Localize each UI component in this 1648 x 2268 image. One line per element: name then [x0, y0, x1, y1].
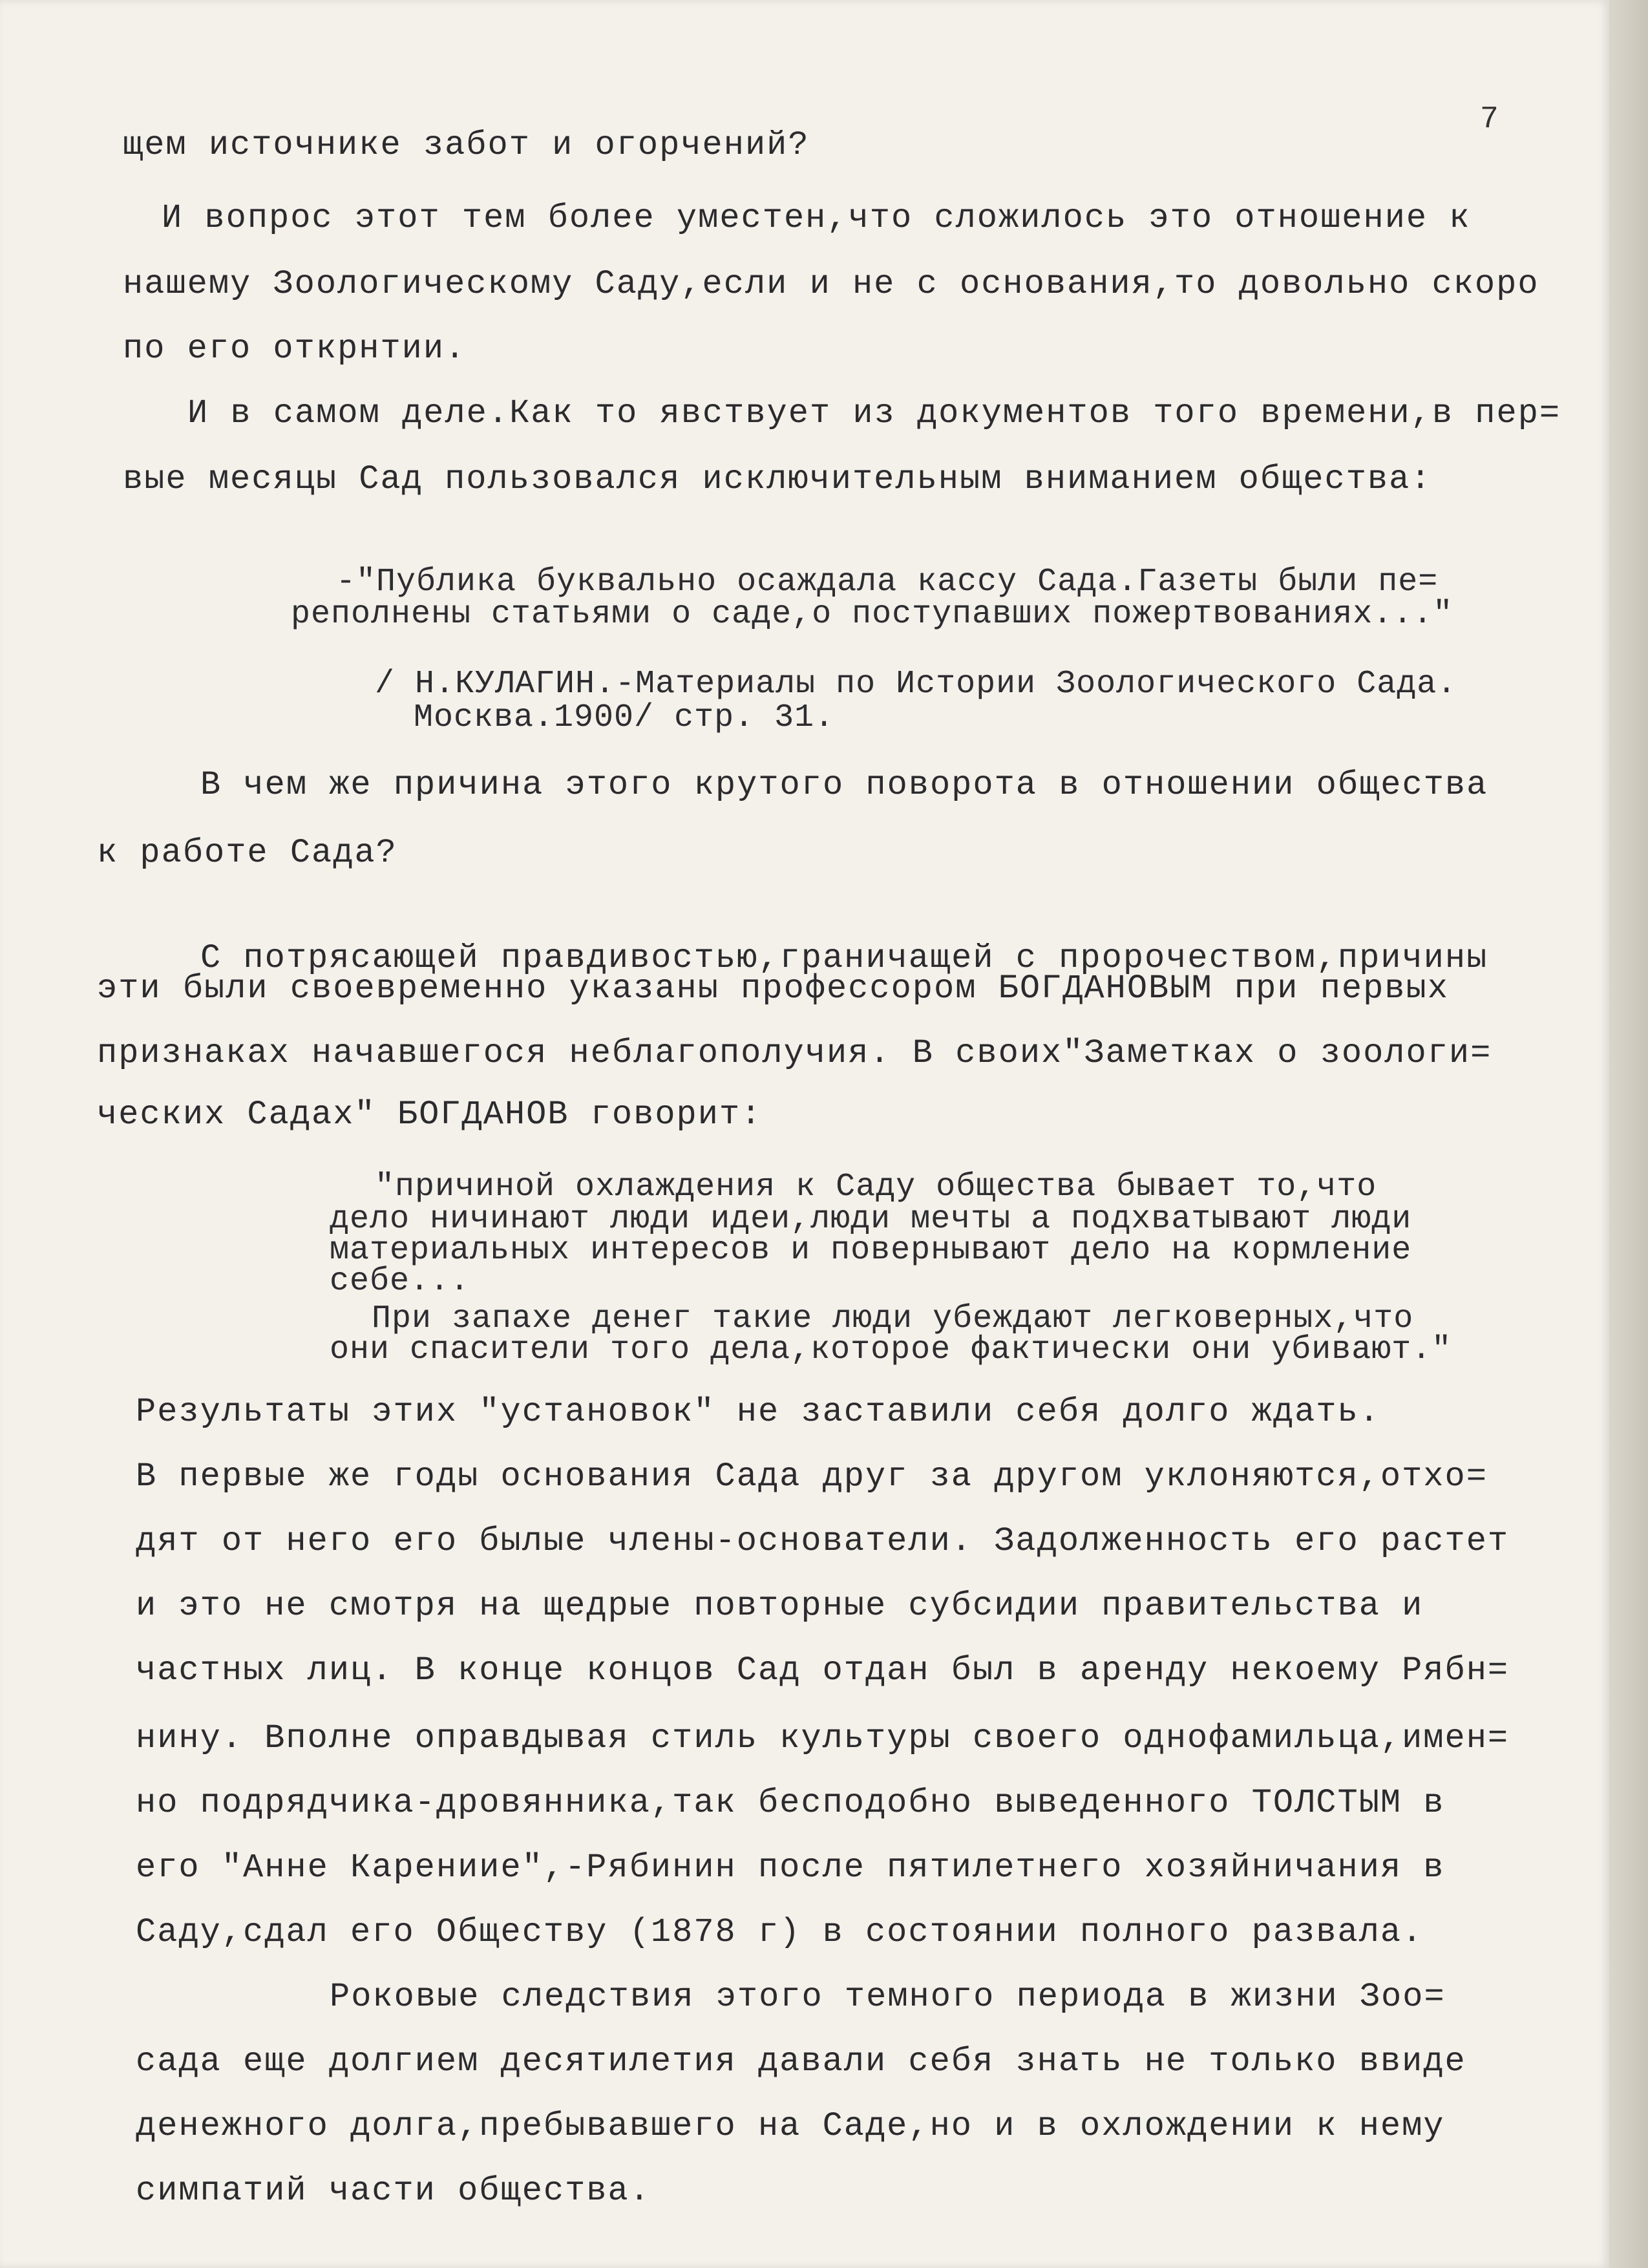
quote-line: -"Публика буквально осаждала кассу Сада.Газеты были пе=	[336, 564, 1439, 600]
text-line: И вопрос этот тем более уместен,что сложилось это отношение к	[162, 199, 1471, 237]
text-line: нину. Вполне оправдывая стиль культуры своего однофамильца,имен=	[136, 1719, 1510, 1757]
text-line: ческих Садах" БОГДАНОВ говорит:	[97, 1096, 763, 1134]
text-line: эти были своевременно указаны профессором БОГДАНОВЫМ при первых	[97, 970, 1449, 1008]
quote-line: себе...	[330, 1263, 470, 1300]
page-edge	[1609, 0, 1648, 2268]
text-line: щем источнике забот и огорчений?	[123, 126, 810, 164]
quote-line: реполнены статьями о саде,о поступавших пожертвованиях..."	[291, 596, 1453, 633]
quote-line: материальных интересов и повернывают дело на кормление	[330, 1232, 1412, 1269]
text-line: частных лиц. В конце концов Сад отдан был в аренду некоему Рябн=	[136, 1651, 1510, 1690]
text-line: дят от него его былые члены-основатели. Задолженность его растет	[136, 1522, 1510, 1560]
text-line: нашему Зоологическому Саду,если и не с основания,то довольно скоро	[123, 265, 1539, 303]
quote-line: они спасители того дела,которое фактически они убивают."	[330, 1331, 1452, 1368]
text-line: Результаты этих "установок" не заставили себя долго ждать.	[136, 1393, 1380, 1431]
quote-line: При запахе денег такие люди убеждают легковерных,что	[372, 1300, 1414, 1337]
page-number: 7	[1480, 102, 1499, 137]
text-line: признаках начавшегося неблагополучия. В своих"Заметках о зоологи=	[97, 1034, 1492, 1072]
text-line: С потрясающей правдивостью,граничащей с пророчеством,причины	[200, 939, 1488, 977]
text-line: к работе Сада?	[97, 834, 397, 872]
text-line: денежного долга,пребывавшего на Саде,но и в охлождении к нему	[136, 2107, 1445, 2145]
text-line: его "Анне Карениие",-Рябинин после пятилетнего хозяйничания в	[136, 1849, 1445, 1887]
text-line: но подрядчика-дровянника,так бесподобно выведенного ТОЛСТЫМ в	[136, 1784, 1445, 1822]
text-line: по его открнтии.	[123, 330, 467, 368]
text-line: Саду,сдал его Обществу (1878 г) в состоянии полного развала.	[136, 1913, 1424, 1951]
text-line: сада еще долгием десятилетия давали себя знать не только ввиде	[136, 2042, 1466, 2081]
text-line: И в самом деле.Как то явствует из документов того времени,в пер=	[187, 394, 1561, 432]
quote-line: "причиной охлаждения к Саду общества бывает то,что	[375, 1169, 1377, 1205]
text-line: В чем же причина этого крутого поворота в отношении общества	[200, 766, 1488, 804]
text-line: В первые же годы основания Сада друг за другом уклоняются,отхо=	[136, 1457, 1488, 1496]
text-line: вые месяцы Сад пользовался исключительным вниманием общества:	[123, 460, 1432, 498]
text-line: Роковые следствия этого темного периода в жизни Зоо=	[330, 1978, 1446, 2016]
citation-line: Москва.1900/ стр. 31.	[414, 699, 835, 736]
quote-line: дело ничинают люди идеи,люди мечты а подхватывают люди	[330, 1201, 1412, 1238]
text-line: симпатий части общества.	[136, 2172, 651, 2210]
text-line: и это не смотря на щедрые повторные субсидии правительства и	[136, 1587, 1424, 1625]
citation-line: / Н.КУЛАГИН.-Материалы по Истории Зоологического Сада.	[375, 666, 1457, 703]
